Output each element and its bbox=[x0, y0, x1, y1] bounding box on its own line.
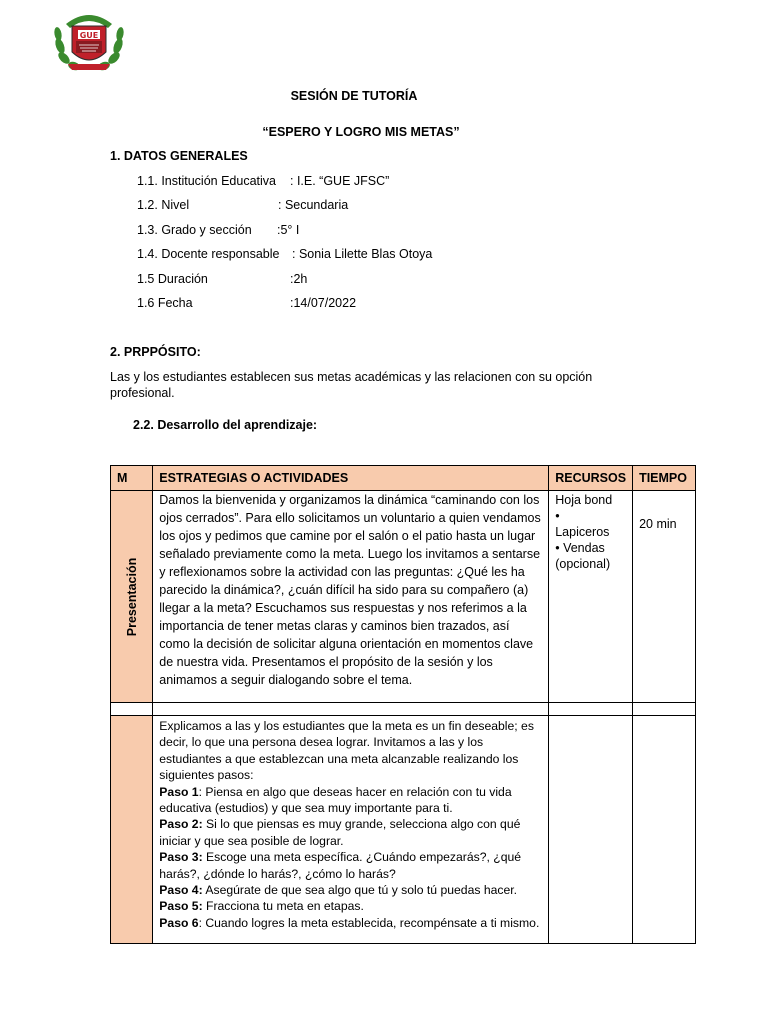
field-value-teacher: : Sonia Lilette Blas Otoya bbox=[292, 247, 433, 261]
step-label: Paso 4: bbox=[159, 883, 203, 898]
section-general-data-title: 1. DATOS GENERALES bbox=[110, 149, 248, 163]
field-value-institution: : I.E. “GUE JFSC” bbox=[290, 174, 390, 188]
step-text: Asegúrate de que sea algo que tú y solo tú puedas hacer. bbox=[202, 883, 518, 898]
step-separator: : bbox=[198, 915, 202, 930]
header-activities: ESTRATEGIAS O ACTIVIDADES bbox=[153, 466, 549, 491]
step-text: Si lo que piensas es muy grande, selecciona algo con qué iniciar y que sea posible de lograr. bbox=[159, 817, 521, 848]
activity-cell bbox=[153, 716, 549, 944]
field-label-duration: 1.5 Duración bbox=[137, 272, 208, 286]
moment-label: Presentación bbox=[124, 557, 139, 636]
time-cell: 20 min bbox=[633, 491, 696, 703]
field-label-date: 1.6 Fecha bbox=[137, 296, 193, 310]
step-separator: : bbox=[198, 784, 202, 799]
step-item bbox=[159, 882, 542, 898]
field-label-institution: 1.1. Institución Educativa bbox=[137, 174, 276, 188]
header-moment: M bbox=[111, 466, 153, 491]
section-purpose-title: 2. PRPPÓSITO: bbox=[110, 345, 201, 359]
step-text: Fracciona tu meta en etapas. bbox=[202, 899, 364, 914]
field-value-level: : Secundaria bbox=[278, 198, 349, 212]
resources-cell bbox=[549, 491, 633, 703]
activity-cell: Damos la bienvenida y organizamos la dinámica “caminando con los ojos cerrados”. Para ello solicitamos un voluntario a quien vendamos los ojos y pedimos que camine por el salón o el patio hasta un lugar señalado previamente como la meta. Luego los invitamos a sentarse y reflexionamos sobre la actividad con las preguntas: ¿Qué les ha parecido la dinámica?, ¿cuán difícil ha sido para su compañero (a) llegar a la meta? Escuchamos sus respuestas y nos referimos a la importancia de tener metas claras y caminos bien trazados, así como la decisión de solicitar alguna orientación en momentos clave de nuestra vida. Presentamos el propósito de la sesión y los animamos a seguir dialogando sobre el tema. bbox=[153, 491, 549, 703]
resource-item: Hoja bond bbox=[555, 493, 613, 507]
purpose-text: Las y los estudiantes establecen sus metas académicas y las relacionen con su opción profesional. bbox=[110, 370, 593, 400]
svg-text:GUE: GUE bbox=[79, 31, 99, 40]
resource-item: • Vendas bbox=[555, 541, 605, 555]
step-item bbox=[159, 898, 542, 914]
moment-cell bbox=[111, 491, 153, 703]
field-label-grade: 1.3. Grado y sección bbox=[137, 223, 252, 237]
school-logo bbox=[52, 8, 126, 74]
header-time: TIEMPO bbox=[633, 466, 696, 491]
session-title: SESIÓN DE TUTORÍA bbox=[290, 89, 418, 103]
table-header-row bbox=[111, 466, 696, 491]
resource-item: (opcional) bbox=[555, 557, 611, 571]
time-cell bbox=[633, 716, 696, 944]
step-label: Paso 6 bbox=[159, 915, 199, 930]
step-item bbox=[159, 784, 542, 817]
step-item bbox=[159, 849, 542, 882]
step-text: Cuando logres la meta establecida, recompénsate a ti mismo. bbox=[201, 915, 540, 930]
activity-intro: Explicamos a las y los estudiantes que la meta es un fin deseable; es decir, lo que una persona desea lograr. Invitamos a las y los estudiantes a que establezcan una meta alcanzable realizando los siguientes pasos: bbox=[159, 719, 534, 783]
step-item bbox=[159, 915, 542, 931]
field-label-level: 1.2. Nivel bbox=[137, 198, 190, 212]
table-row bbox=[111, 491, 696, 703]
field-label-teacher: 1.4. Docente responsable bbox=[137, 247, 280, 261]
step-item bbox=[159, 816, 542, 849]
resources-cell bbox=[549, 716, 633, 944]
header-resources: RECURSOS bbox=[549, 466, 633, 491]
table-spacer bbox=[111, 703, 696, 716]
resource-item: • bbox=[555, 509, 560, 523]
session-subtitle: “ESPERO Y LOGRO MIS METAS” bbox=[262, 125, 460, 139]
table-row bbox=[111, 716, 696, 944]
step-label: Paso 3: bbox=[159, 850, 203, 865]
resource-item: Lapiceros bbox=[555, 525, 610, 539]
field-value-date: :14/07/2022 bbox=[290, 296, 357, 310]
step-text: Escoge una meta específica. ¿Cuándo empezarás?, ¿qué harás?, ¿dónde lo harás?, ¿cómo lo harás? bbox=[159, 850, 522, 881]
step-label: Paso 2: bbox=[159, 817, 203, 832]
step-label: Paso 5: bbox=[159, 899, 203, 914]
learning-development-title: 2.2. Desarrollo del aprendizaje: bbox=[133, 418, 318, 432]
moment-cell bbox=[111, 716, 153, 944]
activities-table bbox=[110, 465, 696, 944]
field-value-grade: :5° I bbox=[277, 223, 300, 237]
field-value-duration: :2h bbox=[290, 272, 308, 286]
step-label: Paso 1 bbox=[159, 784, 199, 799]
step-text: Piensa en algo que deseas hacer en relación con tu vida educativa (estudios) y que sea muy importante para ti. bbox=[159, 784, 512, 816]
